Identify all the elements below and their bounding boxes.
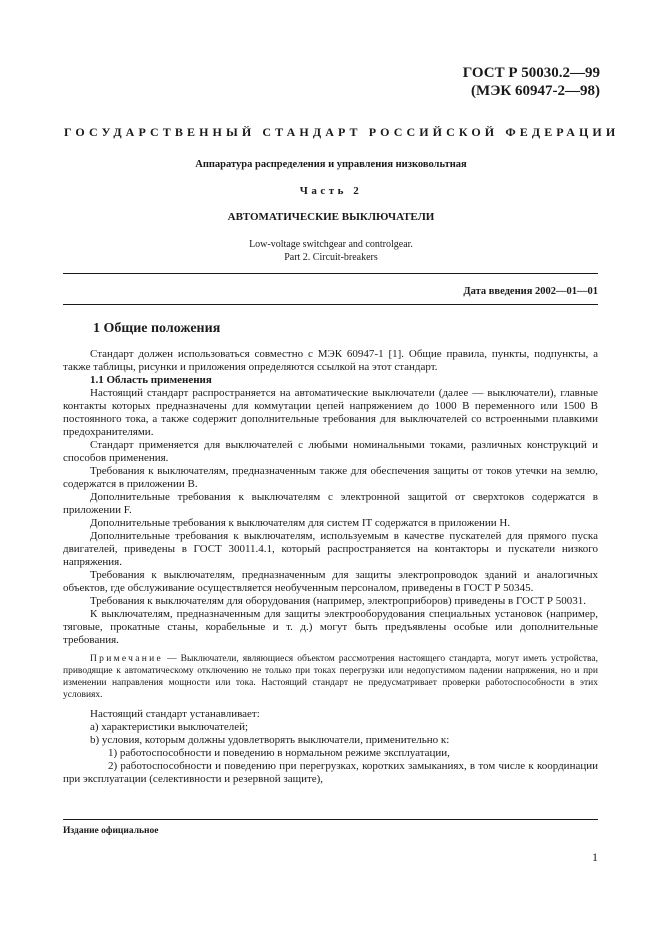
note-label: Примечание <box>90 654 164 664</box>
state-standard-banner: ГОСУДАРСТВЕННЫЙ СТАНДАРТ РОССИЙСКОЙ ФЕДЕРАЦИИ <box>64 125 620 139</box>
paragraph: Настоящий стандарт распространяется на автоматические выключатели (далее — выключатели), главные контакты которых предназначены для коммутации цепей напряжением до 1000 В переменного или 1500 В постоянного тока, а также содержит дополнительные требования для выключателей со встроенными плавкими предохранителями. <box>63 387 598 438</box>
standard-code-block <box>463 64 600 100</box>
part-label: Часть 2 <box>299 185 363 197</box>
iec-code: (МЭК 60947-2—98) <box>471 83 600 99</box>
list-item: b) условия, которым должны удовлетворять выключатели, применительно к: <box>90 734 450 746</box>
standard-code: ГОСТ Р 50030.2—99 <box>462 65 600 81</box>
page-number: 1 <box>592 850 598 864</box>
paragraph: Требования к выключателям, предназначенным также для обеспечения защиты от токов утечки на землю, содержатся в приложении B. <box>63 465 598 490</box>
list-item: а) характеристики выключателей; <box>90 721 249 733</box>
paragraph: Настоящий стандарт устанавливает: <box>90 708 260 720</box>
paragraph: К выключателям, предназначенным для защиты электрооборудования специальных установок (например, тяговые, прокатные станы, корабельные и т. д.) могут быть предъявлены особые или дополнительные требования. <box>63 608 598 646</box>
subsection-heading: 1.1 Область применения <box>90 374 212 386</box>
paragraph: Дополнительные требования к выключателям, используемым в качестве пускателей для прямого пуска двигателей, приведены в ГОСТ 30011.4.1, который распространяется на контакторы и пускатели низкого напряжения. <box>63 530 598 568</box>
english-title-line-2: Part 2. Circuit-breakers <box>284 252 378 263</box>
list-subitem: 1) работоспособности и поведению в нормальном режиме эксплуатации, <box>108 747 450 759</box>
paragraph: Дополнительные требования к выключателям для систем IT содержатся в приложении H. <box>90 517 511 529</box>
edition-label: Издание официальное <box>63 826 159 836</box>
intro-date: Дата введения 2002—01—01 <box>463 286 598 297</box>
section-heading: 1 Общие положения <box>93 321 221 336</box>
divider-top <box>63 273 598 274</box>
document-title: Аппаратура распределения и управления низковольтная <box>195 159 467 170</box>
document-subtitle: АВТОМАТИЧЕСКИЕ ВЫКЛЮЧАТЕЛИ <box>227 211 435 223</box>
paragraph: Стандарт должен использоваться совместно с МЭК 60947-1 [1]. Общие правила, пункты, подпункты, а также таблицы, рисунки и приложения определяются ссылкой на этот стандарт. <box>63 348 598 373</box>
body-text <box>63 348 598 786</box>
paragraph: Требования к выключателям для оборудования (например, электроприборов) приведены в ГОСТ Р 50031. <box>90 595 587 607</box>
paragraph: Требования к выключателям, предназначенным для защиты электропроводок зданий и аналогичных объектов, где обслуживание осуществляется необученным персоналом, приведены в ГОСТ Р 50345. <box>63 569 598 594</box>
note <box>63 653 598 701</box>
paragraph: Дополнительные требования к выключателям с электронной защитой от сверхтоков содержатся в приложении F. <box>63 491 598 516</box>
list-subitem: 2) работоспособности и поведению при перегрузках, коротких замыканиях, в том числе к координации при эксплуатации (селективности и резервной защите), <box>63 760 598 785</box>
english-title <box>64 238 598 264</box>
note-text: — Выключатели, являющиеся объектом рассмотрения настоящего стандарта, могут иметь устройства, приводящие к автоматическому отключению не только при токах перегрузки или недопустимом падении напряжения, но и при изменении направления мощности или тока. Настоящий стандарт не предусматривает проверки работоспособности в этих условиях. <box>63 654 598 700</box>
divider-footer <box>63 819 598 820</box>
english-title-line-1: Low-voltage switchgear and controlgear. <box>249 239 413 250</box>
divider-after-date <box>63 304 598 305</box>
paragraph: Стандарт применяется для выключателей с любыми номинальными токами, различных конструкций и способов применения. <box>63 439 598 464</box>
